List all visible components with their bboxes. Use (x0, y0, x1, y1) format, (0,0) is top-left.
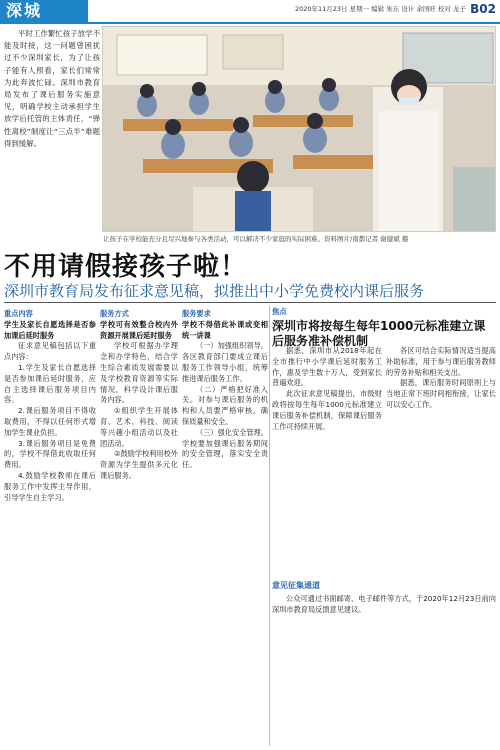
notice-section: 意见征集通道 (272, 581, 320, 590)
column-1-para: 1.学生及家长自愿选择是否参加课后延时服务，应自主选择课后服务项目内容。 (4, 362, 96, 405)
column-3 (182, 306, 268, 471)
sidebar-section: 焦点 (272, 307, 287, 316)
column-3-para: （三）强化安全管理。学校要加强课后服务期间的安全管理，落实安全责任。 (182, 427, 268, 470)
column-5-para: 各区可结合实际情况适当提高补助标准，用于参与课后服务教师的劳务补贴和相关支出。 (386, 346, 496, 377)
column-2 (100, 306, 178, 482)
column-2-para: 学校可根据办学理念和办学特色，结合学生综合素质发展需要以及学校教育资源等实际情况，科学设计课后服务内容。 (100, 341, 178, 405)
headline: 不用请假接孩子啦！ (4, 252, 248, 282)
column-4-para: 此次征求意见稿提出，市级财政将按每生每年1000元标准建立课后服务补偿机制，保障课后服务工作可持续开展。 (272, 389, 382, 431)
classroom-illustration (103, 27, 496, 232)
column-2-section: 服务方式 (100, 309, 129, 318)
column-3-section: 服务要求 (182, 309, 211, 318)
masthead-rule (0, 22, 500, 24)
headline-divider (4, 302, 496, 303)
column-1-para: 2.课后服务项目不得收取费用，不得以任何形式增加学生课业负担。 (4, 406, 96, 437)
masthead (0, 0, 500, 24)
column-5 (386, 346, 496, 411)
sidebar-title: 深圳市将按每生每年1000元标准建立课后服务准补偿机制 (272, 319, 486, 348)
column-4 (272, 346, 382, 432)
notice-text (272, 594, 496, 616)
notice-para: 公众可通过书面邮寄、电子邮件等方式，于2020年12月23日前向深圳市教育局反馈意见建议。 (272, 594, 496, 614)
column-2-heading: 学校可有效整合校内外资源开展课后延时服务 (100, 319, 178, 340)
issue-meta: 2020年11月23日 星期一 编辑 朱东 设计 余国旺 校对 龙子 (294, 5, 466, 13)
column-5-para: 据悉，课后服务时间原则上与当地正常下班时间相衔接，让家长可以安心工作。 (386, 378, 496, 409)
column-1 (4, 306, 96, 503)
page-number: B02 (470, 2, 496, 16)
column-1-section: 重点内容 (4, 309, 33, 318)
column-2-para: ①组织学生开展体育、艺术、科技、阅读等兴趣小组活动以及社团活动。 (100, 406, 178, 448)
sidebar-box (272, 306, 496, 349)
column-3-para: （二）严格把好准入关。对参与课后服务的机构和人员要严格审核，确保质量和安全。 (182, 384, 268, 426)
column-1-para: 4.鼓励学校教师在课后服务工作中发挥主导作用，引导学生自主学习。 (4, 470, 96, 502)
column-1-heading: 学生及家长自愿选择是否参加课后延时服务 (4, 319, 96, 340)
column-2-para: ②鼓励学校利用校外资源为学生提供多元化课后服务。 (100, 449, 178, 480)
column-3-heading: 学校不得借此补课或变相统一讲课 (182, 319, 268, 340)
intro-text: 平时工作繁忙孩子放学不能及时接，这一问题曾困扰过不少深圳家长，为了让孩子能有人照看，家长们常常为此奔波忙碌。深圳市教育局发布了课后服务实施意见，明确学校主动承担学生放学后托管的主体责任，“弹性离校”制度让“三点半”难题得到缓解。 (4, 29, 100, 148)
subheadline: 深圳市教育局发布征求意见稿，拟推出中小学免费校内课后服务 (4, 282, 425, 300)
column-1-para: 3.课后服务项目是免费的，学校不得借此收取任何费用。 (4, 438, 96, 470)
section-badge: 深城 (0, 0, 88, 22)
column-3-para: （一）加强组织领导。各区教育部门要成立课后服务工作领导小组，统筹推进课后服务工作。 (182, 341, 268, 383)
photo-caption: 让孩子在学校能充分且尽兴地参与各类活动，可以解决不少家庭的实际困难。资料图片/南都记者 谢健斌 摄 (103, 235, 409, 243)
column-4-para: 据悉，深圳市从2018年起在全市推行中小学课后延时服务工作，惠及学生数十万人，受到家长普遍欢迎。 (272, 346, 382, 388)
column-rule (269, 306, 270, 746)
classroom-photo (102, 26, 496, 232)
column-1-para: 征求意见稿包括以下重点内容： (4, 341, 96, 362)
